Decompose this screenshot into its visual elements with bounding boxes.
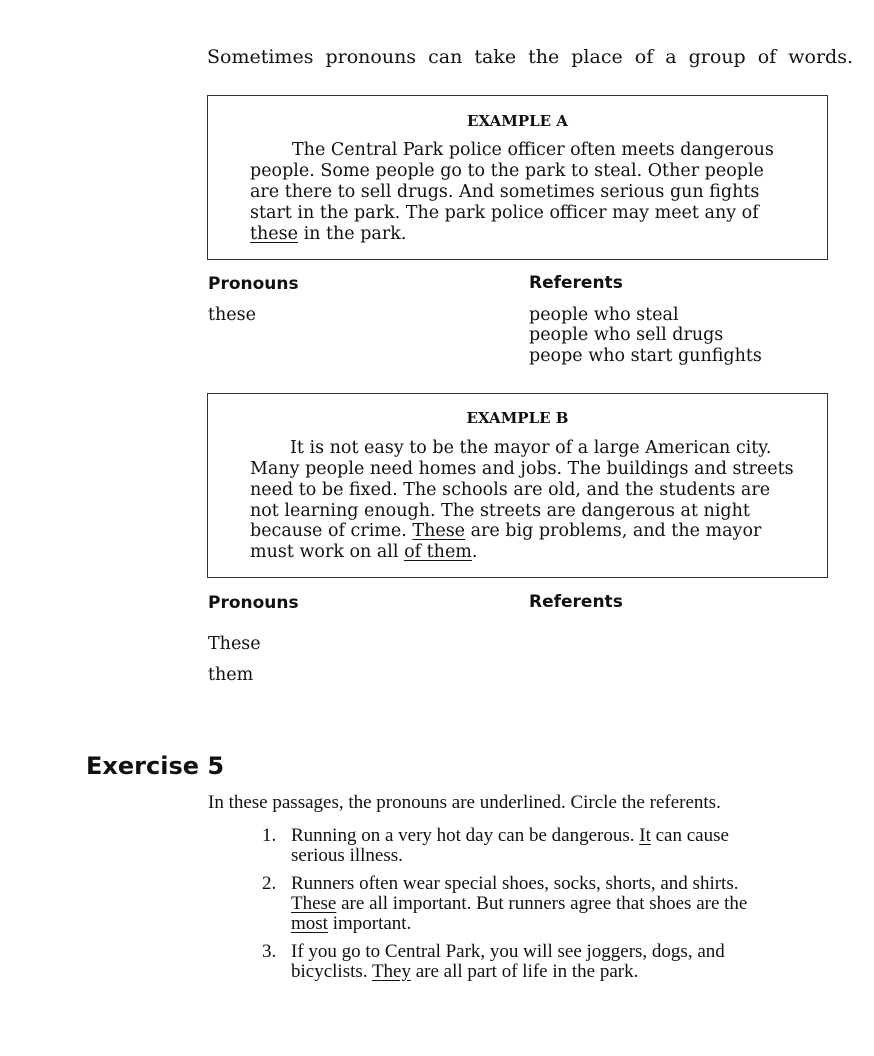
example-b-line-pre: must work on all [250, 542, 405, 562]
example-a-line: people. Some people go to the park to steal. Other people [250, 161, 764, 181]
pronoun-item: these [208, 305, 256, 325]
item-line [291, 913, 411, 935]
exercise-instruction: In these passages, the pronouns are underlined. Circle the referents. [208, 792, 721, 813]
example-a-line: are there to sell drugs. And sometimes serious gun fights [250, 182, 760, 202]
item-line [291, 825, 820, 847]
example-b-line: Many people need homes and jobs. The buildings and streets [250, 459, 794, 479]
example-b-line: It is not easy to be the mayor of a large American city. [290, 438, 772, 458]
referent-item: people who steal [529, 305, 679, 325]
example-b-line-post: are big problems, and the mayor [465, 521, 762, 541]
example-a-title: EXAMPLE A [467, 112, 568, 130]
underlined-pronoun: These [291, 893, 337, 914]
item-text: bicyclists. [291, 961, 372, 982]
example-b-line-pre: because of crime. [250, 521, 413, 541]
item-line [291, 961, 638, 983]
underlined-pronoun: They [371, 961, 411, 982]
example-b-line: not learning enough. The streets are dangerous at night [250, 501, 750, 521]
item-text: Running on a very hot day can be dangerous. [291, 825, 640, 846]
intro-sentence: Sometimes pronouns can take the place of a group of words. [207, 46, 854, 68]
item-line: serious illness. [291, 845, 403, 866]
item-line [291, 893, 820, 915]
referents-header-a: Referents [529, 273, 623, 293]
item-line: Runners often wear special shoes, socks, shorts, and shirts. [291, 873, 739, 894]
item-number: 3. [262, 941, 277, 962]
example-a-line: The Central Park police officer often meets dangerous [292, 140, 774, 160]
example-a-line-rest: in the park. [298, 224, 407, 244]
underlined-pronoun: these [250, 224, 298, 244]
example-b-line [250, 542, 477, 562]
underlined-pronoun: These [412, 521, 466, 541]
example-b-line: need to be fixed. The schools are old, and the students are [250, 480, 771, 500]
item-text: can cause [650, 825, 729, 846]
example-b-box [207, 393, 828, 578]
referents-header-b: Referents [529, 592, 623, 612]
underlined-pronoun: of them [404, 542, 472, 562]
item-number: 1. [262, 825, 277, 846]
item-text: are all important. But runners agree that shoes are the [336, 893, 748, 914]
item-text: are all part of life in the park. [410, 961, 639, 982]
example-a-line: start in the park. The park police officer may meet any of [250, 203, 759, 223]
pronouns-header-a: Pronouns [208, 274, 299, 294]
underlined-word: most [291, 913, 328, 934]
example-b-line-post: . [471, 542, 478, 562]
item-text: important. [327, 913, 412, 934]
referent-item: people who sell drugs [529, 325, 724, 345]
pronoun-item: them [208, 665, 254, 685]
exercise-heading: Exercise 5 [86, 752, 225, 780]
example-a-line [250, 224, 406, 244]
example-b-line [250, 521, 761, 541]
item-number: 2. [262, 873, 277, 894]
item-line: If you go to Central Park, you will see joggers, dogs, and [291, 941, 725, 962]
example-a-box [207, 95, 828, 260]
underlined-pronoun: It [639, 825, 651, 846]
pronouns-header-b: Pronouns [208, 593, 299, 613]
pronoun-item: These [208, 634, 261, 654]
referent-item: peope who start gunfights [529, 346, 762, 366]
example-b-title: EXAMPLE B [466, 409, 569, 427]
